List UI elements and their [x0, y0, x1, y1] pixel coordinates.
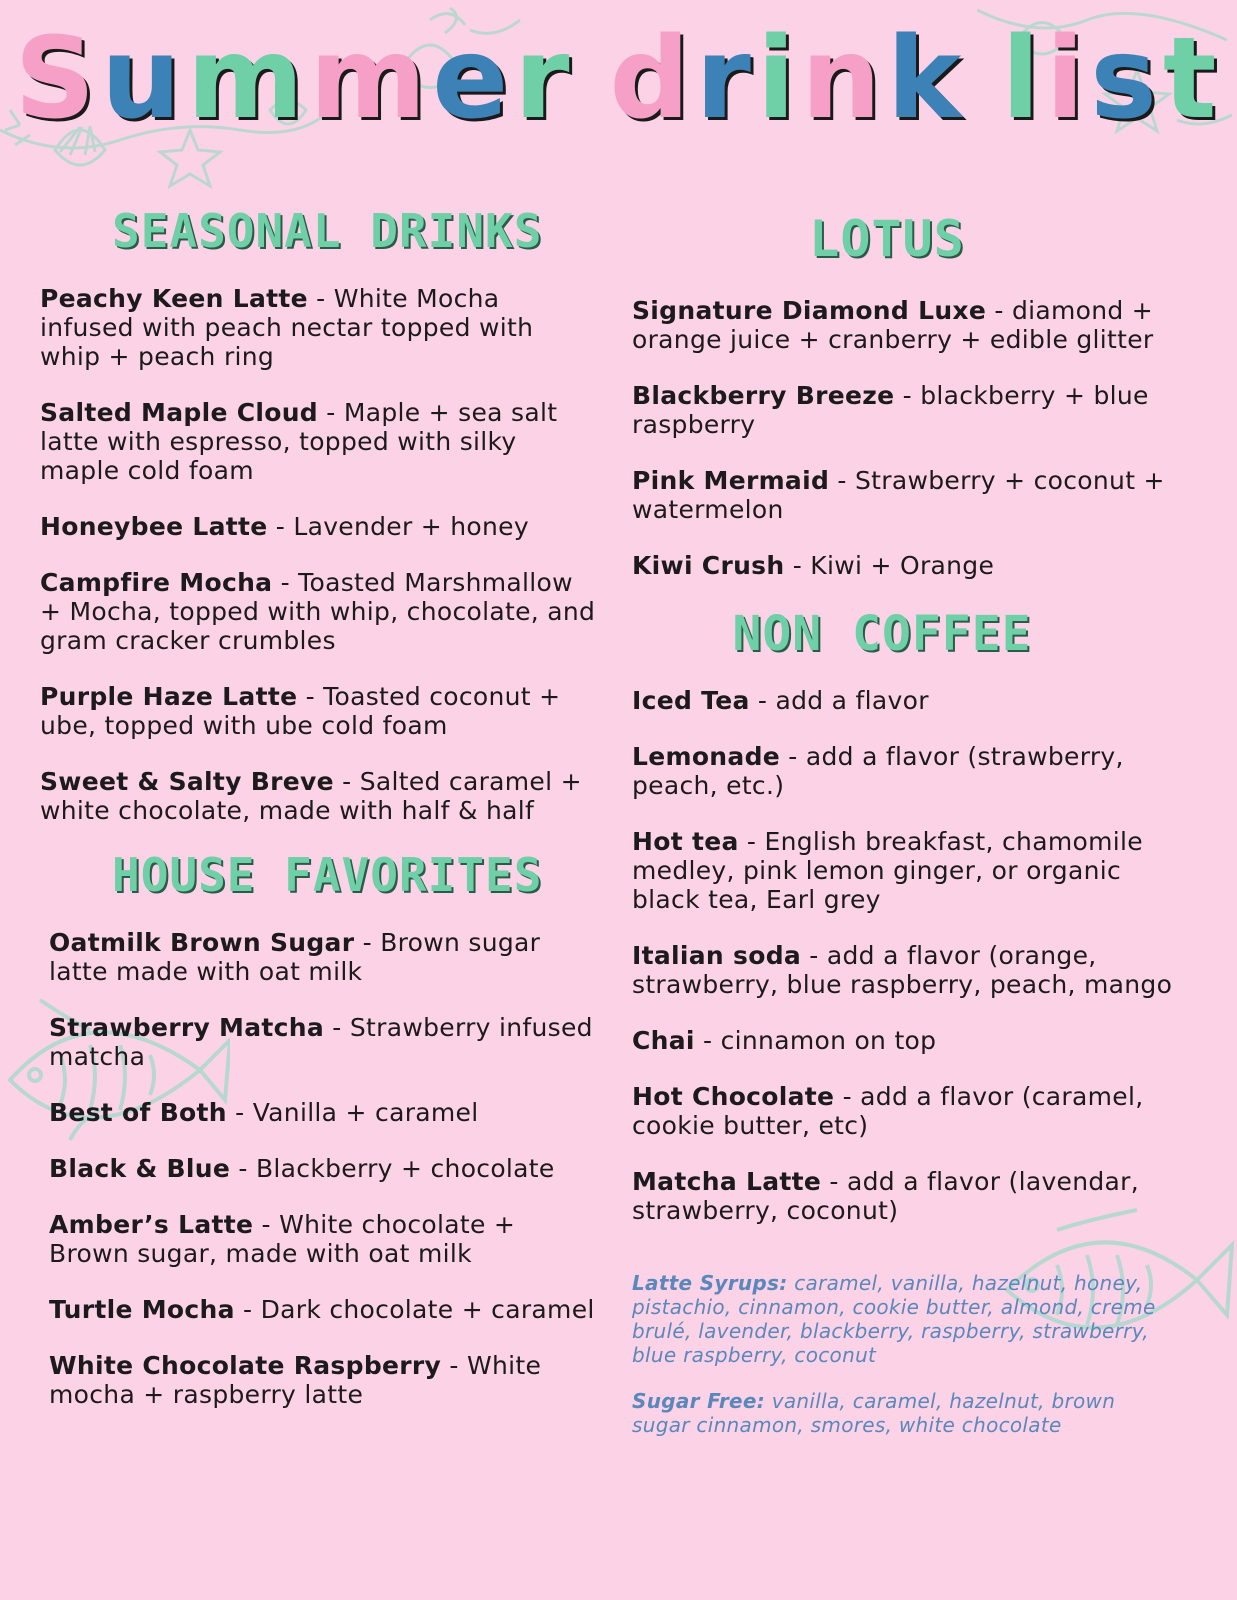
- menu-item: [632, 1082, 1192, 1140]
- title-letter: i: [1045, 14, 1091, 144]
- menu-item-description: White mocha + raspberry latte: [49, 1351, 542, 1409]
- menu-item-description: add a flavor (caramel, cookie butter, etc): [632, 1082, 1144, 1140]
- menu-item-name: Campfire Mocha: [40, 568, 273, 597]
- menu-item-description: White Mocha infused with peach nectar topped with whip + peach ring: [40, 284, 534, 371]
- menu-item-description: add a flavor (lavendar, strawberry, coconut): [632, 1167, 1139, 1225]
- menu-item-separator: -: [986, 296, 1012, 325]
- menu-item-name: Salted Maple Cloud: [40, 398, 319, 427]
- menu-item-separator: -: [441, 1351, 467, 1380]
- title-letter: u: [101, 14, 187, 144]
- menu-item-name: Lemonade: [632, 742, 781, 771]
- title-letter: s: [1090, 14, 1163, 144]
- menu-item: [49, 928, 600, 986]
- menu-item-description: cinnamon on top: [720, 1026, 937, 1055]
- syrup-note: [632, 1271, 1162, 1367]
- menu-item-separator: -: [694, 1026, 721, 1055]
- menu-item-name: Peachy Keen Latte: [40, 284, 308, 313]
- syrups-notes: [632, 1271, 1162, 1437]
- menu-item-name: Hot Chocolate: [632, 1082, 835, 1111]
- menu-item: [49, 1154, 600, 1183]
- menu-item-name: Black & Blue: [49, 1154, 231, 1183]
- menu-item-name: Pink Mermaid: [632, 466, 830, 495]
- menu-item: [632, 296, 1192, 354]
- menu-item-separator: -: [738, 827, 765, 856]
- lotus-heading: LOTUS: [809, 210, 965, 268]
- title-letter: t: [1162, 14, 1223, 144]
- title-letter: d: [609, 14, 696, 144]
- menu-item-separator: -: [253, 1210, 280, 1239]
- title-letter: m: [309, 14, 433, 144]
- menu-item-description: English breakfast, chamomile medley, pink lemon ginger, or organic black tea, Earl grey: [632, 827, 1143, 914]
- menu-item-description: add a flavor: [775, 686, 929, 715]
- menu-item-separator: -: [318, 398, 344, 427]
- menu-item-separator: -: [834, 1082, 861, 1111]
- title-letter: S: [14, 14, 102, 144]
- menu-item: [40, 284, 600, 371]
- menu-item-description: Toasted coconut + ube, topped with ube cold foam: [40, 682, 561, 740]
- menu-item: [40, 682, 600, 740]
- menu-item-name: Strawberry Matcha: [49, 1013, 325, 1042]
- seasonal-drinks-heading: SEASONAL DRINKS: [112, 204, 543, 258]
- menu-item-description: Kiwi + Orange: [810, 551, 995, 580]
- title-letter: r: [514, 14, 576, 144]
- menu-item-name: Hot tea: [632, 827, 739, 856]
- menu-item: [632, 466, 1192, 524]
- menu-item-name: Sweet & Salty Breve: [40, 767, 334, 796]
- title-letter: k: [887, 14, 968, 144]
- menu-item-name: Purple Haze Latte: [40, 682, 298, 711]
- menu-item-description: Strawberry infused matcha: [49, 1013, 593, 1071]
- menu-item-description: Strawberry + coconut + watermelon: [632, 466, 1165, 524]
- menu-item-separator: -: [324, 1013, 350, 1042]
- menu-item-separator: -: [894, 381, 921, 410]
- menu-item-name: Kiwi Crush: [632, 551, 785, 580]
- menu-item: [49, 1210, 600, 1268]
- lotus-list: [632, 296, 1192, 580]
- menu-item: [40, 568, 600, 655]
- non-coffee-heading: NON COFFEE: [732, 606, 1032, 662]
- title-letter: e: [432, 14, 515, 144]
- menu-item-description: Maple + sea salt latte with espresso, topped with silky maple cold foam: [40, 398, 558, 485]
- menu-item-separator: -: [234, 1295, 261, 1324]
- menu-item: [40, 398, 600, 485]
- menu-item-description: blackberry + blue raspberry: [632, 381, 1149, 439]
- menu-item: [632, 381, 1192, 439]
- menu-item-name: Honeybee Latte: [40, 512, 268, 541]
- syrup-options: vanilla, caramel, hazelnut, brown sugar cinnamon, smores, white chocolate: [632, 1389, 1116, 1437]
- syrup-label: Latte Syrups:: [632, 1271, 788, 1295]
- menu-item-name: Chai: [632, 1026, 695, 1055]
- menu-item: [49, 1295, 600, 1324]
- menu-item-separator: -: [272, 568, 299, 597]
- menu-item-separator: -: [780, 742, 806, 771]
- menu-item-name: Matcha Latte: [632, 1167, 822, 1196]
- syrup-note: [632, 1389, 1162, 1437]
- menu-item-description: Vanilla + caramel: [252, 1098, 479, 1127]
- menu-item: [632, 1026, 1192, 1055]
- title-letter: m: [186, 14, 310, 144]
- page-title: [0, 14, 1237, 144]
- seasonal-drinks-list: [40, 284, 600, 825]
- menu-item-separator: -: [267, 512, 294, 541]
- menu-item: [632, 742, 1192, 800]
- menu-item-name: Best of Both: [49, 1098, 227, 1127]
- menu-item-description: Salted caramel + white chocolate, made with half & half: [40, 767, 582, 825]
- menu-item-name: Italian soda: [632, 941, 802, 970]
- title-letter: r: [695, 14, 757, 144]
- menu-item-description: diamond + orange juice + cranberry + edible glitter: [632, 296, 1154, 354]
- menu-item-separator: -: [829, 466, 855, 495]
- menu-item-separator: -: [226, 1098, 253, 1127]
- menu-item-description: Brown sugar latte made with oat milk: [49, 928, 541, 986]
- menu-item-name: Amber’s Latte: [49, 1210, 254, 1239]
- menu-item-name: Signature Diamond Luxe: [632, 296, 987, 325]
- left-column: [40, 200, 600, 1436]
- menu-item-name: Turtle Mocha: [49, 1295, 235, 1324]
- title-letter: n: [801, 14, 888, 144]
- menu-item-separator: -: [784, 551, 811, 580]
- syrup-label: Sugar Free:: [632, 1389, 766, 1413]
- menu-item-name: Oatmilk Brown Sugar: [49, 928, 355, 957]
- menu-item-description: Dark chocolate + caramel: [260, 1295, 595, 1324]
- menu-item: [40, 767, 600, 825]
- menu-item: [49, 1013, 600, 1071]
- menu-item-description: add a flavor (orange, strawberry, blue raspberry, peach, mango: [632, 941, 1173, 999]
- menu-item: [40, 512, 600, 541]
- menu-item-separator: -: [801, 941, 827, 970]
- menu-item-separator: -: [297, 682, 324, 711]
- menu-item: [632, 686, 1192, 715]
- title-letter: l: [1001, 14, 1046, 144]
- menu-item: [632, 827, 1192, 914]
- non-coffee-list: [632, 686, 1192, 1225]
- title-letter: i: [756, 14, 802, 144]
- right-column: [632, 200, 1192, 1459]
- menu-item-description: Blackberry + chocolate: [255, 1154, 555, 1183]
- menu-item-name: White Chocolate Raspberry: [49, 1351, 442, 1380]
- menu-item-separator: -: [333, 767, 360, 796]
- menu-item-description: White chocolate + Brown sugar, made with oat milk: [49, 1210, 516, 1268]
- menu-item-separator: -: [749, 686, 776, 715]
- menu-item: [632, 551, 1192, 580]
- house-favorites-list: [49, 928, 600, 1409]
- menu-item: [49, 1098, 600, 1127]
- menu-item-separator: -: [230, 1154, 256, 1183]
- menu-item-separator: -: [821, 1167, 847, 1196]
- syrup-options: caramel, vanilla, hazelnut, honey, pistachio, cinnamon, cookie butter, almond, creme brulé, lavender, blackberry, raspberry, strawberry, blue raspberry, coconut: [632, 1271, 1156, 1367]
- menu-item-description: Toasted Marshmallow + Mocha, topped with whip, chocolate, and gram cracker crumbles: [40, 568, 596, 655]
- menu-item-description: Lavender + honey: [293, 512, 529, 541]
- menu-item: [632, 941, 1192, 999]
- house-favorites-heading: HOUSE FAVORITES: [112, 848, 543, 902]
- menu-item-description: add a flavor (strawberry, peach, etc.): [632, 742, 1124, 800]
- menu-item-separator: -: [354, 928, 381, 957]
- menu-item: [632, 1167, 1192, 1225]
- menu-item: [49, 1351, 600, 1409]
- menu-item-name: Iced Tea: [632, 686, 750, 715]
- menu-item-name: Blackberry Breeze: [632, 381, 895, 410]
- menu-item-separator: -: [307, 284, 334, 313]
